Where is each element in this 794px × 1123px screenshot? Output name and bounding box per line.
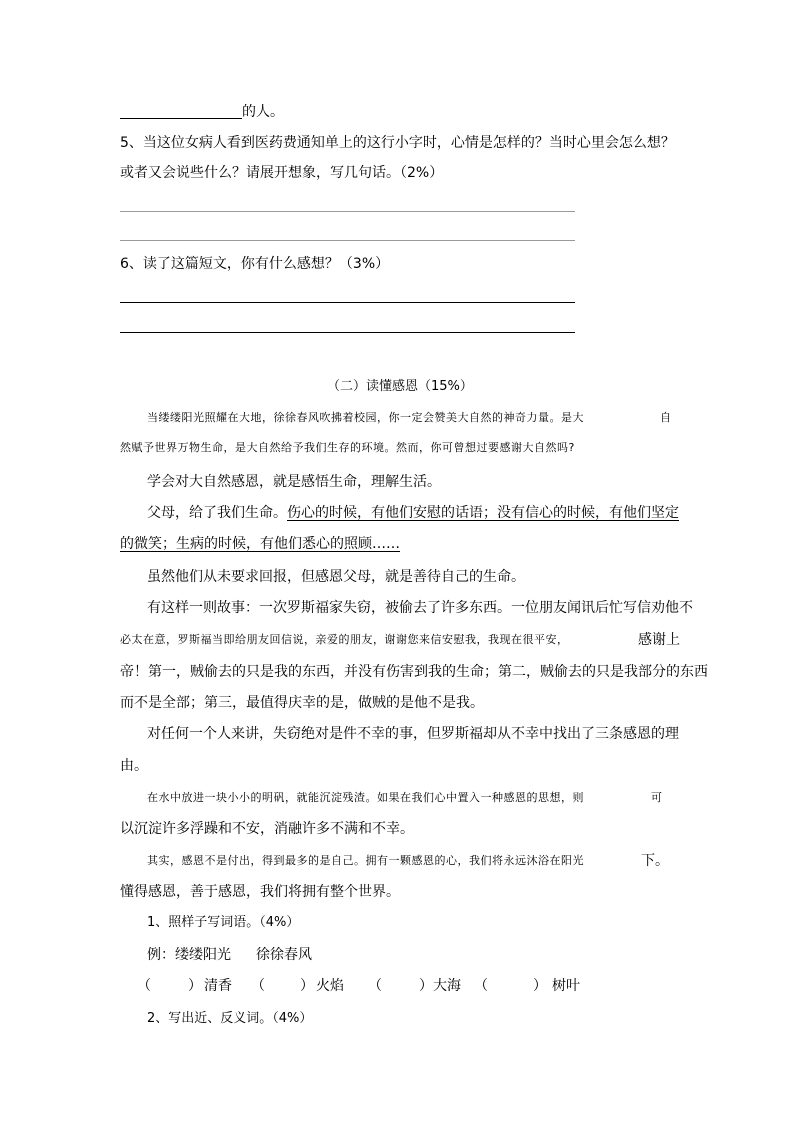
q1-example-1: 例：缕缕阳光: [147, 947, 231, 963]
q1-item-3-open: （: [368, 978, 382, 994]
passage-p1-line-2: 然赋予世界万物生命，是大自然给予我们生存的环境。然而，你可曾想过要感谢大自然吗?: [120, 441, 575, 454]
q2-title: 2、写出近、反义词。（4%）: [147, 1011, 313, 1026]
q1-item-4-blank[interactable]: [489, 976, 533, 996]
passage-p8-line-2: 懂得感恩，善于感恩，我们将拥有整个世界。: [120, 884, 400, 900]
q1-item-1-word: 清香: [204, 978, 232, 994]
passage-p1-end: 自: [660, 411, 672, 424]
passage-p4: 虽然他们从未要求回报，但感恩父母，就是善待自己的生命。: [147, 569, 525, 585]
passage-p6-line-2: 由。: [120, 758, 148, 774]
q6-question: 6、读了这篇短文，你有什么感想？（3%）: [120, 256, 390, 272]
q1-item-3-close: ）: [419, 978, 433, 994]
passage-p5-line-3: 帝！第一，贼偷去的只是我的东西，并没有伤害到我的生命；第二，贼偷去的只是我部分的东西: [120, 664, 708, 680]
q1-item-4-open: （: [474, 978, 488, 994]
passage-p7-line-1: 在水中放进一块小小的明矾，就能沉淀残渣。如果在我们心中置入一种感恩的思想，则: [147, 791, 584, 804]
q1-item-2-word: 火焰: [316, 978, 344, 994]
q1-item-4-word: 树叶: [552, 978, 580, 994]
q1-item-1-close: ）: [188, 978, 202, 994]
q1-example-2: 徐徐春风: [256, 947, 312, 963]
q1-item-3-word: 大海: [433, 978, 461, 994]
q4-tail-text: 的人。: [242, 104, 284, 120]
passage-p5-line-1: 有这样一则故事：一次罗斯福家失窃，被偷去了许多东西。一位朋友闻讯后忙写信劝他不: [147, 600, 693, 616]
passage-p7-end: 可: [651, 791, 663, 804]
q6-answer-line-1[interactable]: [120, 302, 575, 303]
q1-item-2-close: ）: [300, 978, 314, 994]
q1-item-3-blank[interactable]: [383, 976, 419, 996]
q1-item-2-blank[interactable]: [266, 976, 300, 996]
passage-p5-line-2b: 感谢上: [638, 632, 680, 648]
passage-p5-line-2a: 必太在意，罗斯福当即给朋友回信说，亲爱的朋友，谢谢您来信安慰我，我现在很平安，: [120, 633, 569, 646]
answer-blank[interactable]: [120, 104, 242, 119]
q5-answer-line-2[interactable]: [120, 240, 575, 241]
q1-title: 1、照样子写词语。（4%）: [147, 915, 300, 930]
q5-line-1: 5、当这位女病人看到医药费通知单上的这行小字时，心情是怎样的？当时心里会怎么想？: [120, 135, 675, 151]
passage-p5-line-4: 而不是全部；第三，最值得庆幸的是，做贼的是他不是我。: [120, 695, 484, 711]
passage-p8-line-1b: 下。: [641, 853, 669, 869]
passage-p7-line-2: 以沉淀许多浮躁和不安，消融许多不满和不幸。: [120, 821, 414, 837]
q6-answer-line-2[interactable]: [120, 332, 575, 333]
section-title: （二）读懂感恩（15%）: [327, 379, 473, 394]
passage-p1-line-1: 当缕缕阳光照耀在大地，徐徐春风吹拂着校园，你一定会赞美大自然的神奇力量。是大: [147, 411, 584, 424]
passage-p6-line-1: 对任何一个人来讲，失窃绝对是件不幸的事，但罗斯福却从不幸中找出了三条感恩的理: [147, 726, 679, 742]
q5-line-2: 或者又会说些什么？请展开想象，写几句话。（2%）: [120, 165, 444, 181]
q1-item-4-close: ）: [533, 978, 547, 994]
q1-item-2-open: （: [251, 978, 265, 994]
passage-p3-line-2: 的微笑；生病的时候，有他们悉心的照顾……: [120, 536, 400, 552]
q1-item-1-open: （: [137, 978, 151, 994]
q4-answer-line: [120, 104, 284, 119]
passage-p2: 学会对大自然感恩，就是感悟生命，理解生活。: [147, 474, 441, 490]
passage-p3-plain: 父母，给了我们生命。: [147, 505, 287, 521]
passage-p3-line-1: [147, 506, 679, 520]
q5-answer-line-1[interactable]: [120, 211, 575, 212]
passage-p8-line-1a: 其实，感恩不是付出，得到最多的是自己。拥有一颗感恩的心，我们将永远沐浴在阳光: [147, 854, 584, 867]
q1-item-1-blank[interactable]: [152, 976, 188, 996]
passage-p3-underlined: 伤心的时候，有他们安慰的话语；没有信心的时候，有他们坚定: [287, 505, 679, 521]
